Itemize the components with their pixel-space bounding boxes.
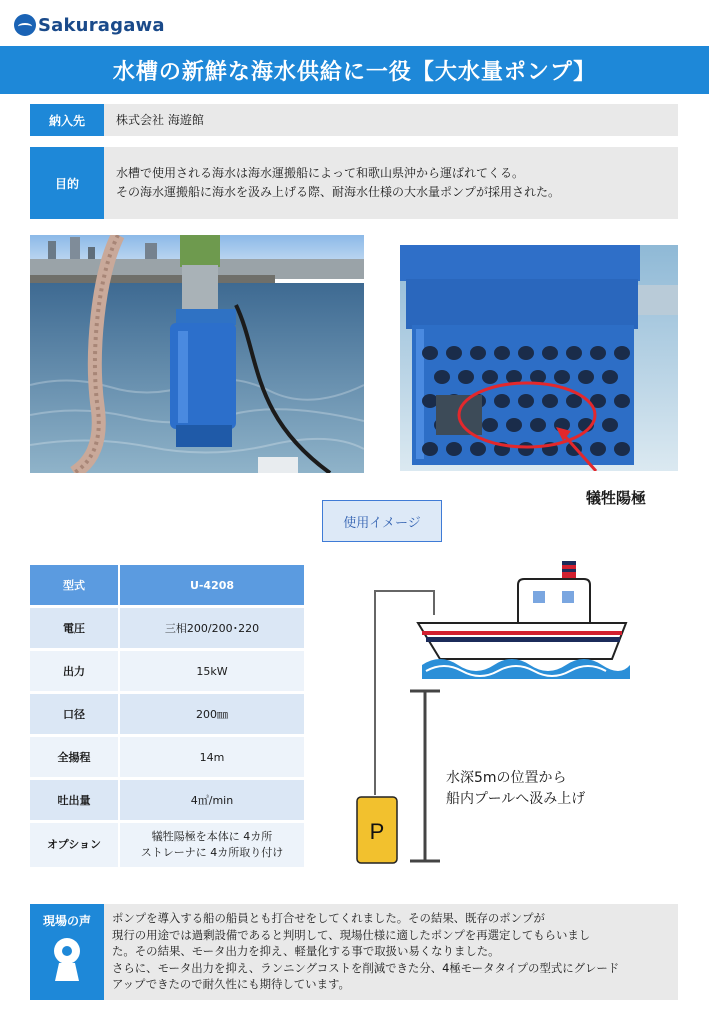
- strainer-hole: [614, 442, 630, 456]
- spec-key-bore: 口径: [30, 694, 120, 734]
- spec-header-value: U-4208: [120, 565, 306, 605]
- strainer-hole: [446, 346, 462, 360]
- spec-header-key: 型式: [30, 565, 120, 605]
- spec-key-output: 出力: [30, 651, 120, 691]
- delivery-value-text: 株式会社 海遊館: [116, 112, 204, 127]
- strainer-hole: [422, 346, 438, 360]
- strainer-hole: [578, 370, 594, 384]
- strainer-hole: [530, 418, 546, 432]
- strainer-hole: [494, 346, 510, 360]
- title-bar: [0, 46, 709, 94]
- field-voice-box: [30, 904, 678, 1000]
- usage-diagram: [340, 555, 640, 875]
- depth-line-1: 水深5mの位置から: [446, 770, 567, 786]
- field-voice-line-5: アップできたので耐久性にも期待しています。: [112, 977, 350, 992]
- spec-key-head: 全揚程: [30, 737, 120, 777]
- strainer-photo: [400, 245, 678, 471]
- strainer-hole: [518, 346, 534, 360]
- strainer-hole: [446, 442, 462, 456]
- spec-header-row: [30, 565, 306, 605]
- spec-key-voltage: 電圧: [30, 608, 120, 648]
- table-row: [30, 608, 306, 648]
- logo-mark-icon: [14, 14, 36, 36]
- table-row: [30, 780, 306, 820]
- spec-value-option: [120, 823, 306, 867]
- field-voice-text: [104, 904, 678, 1000]
- spec-key-option: オプション: [30, 823, 120, 867]
- delivery-label: 納入先: [30, 104, 104, 136]
- strainer-hole: [518, 442, 534, 456]
- spec-option-line-1: 犠牲陽極を本体に 4カ所: [151, 830, 273, 844]
- usage-image-button[interactable]: 使用イメージ: [322, 500, 442, 542]
- strainer-hole: [554, 370, 570, 384]
- strainer-hole: [494, 394, 510, 408]
- strainer-hole: [542, 346, 558, 360]
- strainer-hole: [590, 346, 606, 360]
- strainer-hole: [518, 394, 534, 408]
- ship-cabin: [518, 579, 590, 623]
- purpose-line-2: その海水運搬船に海水を汲み上げる際、耐海水仕様の大水量ポンプが採用された。: [116, 185, 561, 199]
- company-logo: [14, 10, 165, 40]
- field-voice-line-4: さらに、モータ出力を抑え、ランニングコストを削減できた分、4極モータタイプの型式にグレード: [112, 960, 620, 975]
- table-row: [30, 694, 306, 734]
- strainer-hole: [422, 394, 438, 408]
- pump-letter: P: [369, 819, 385, 844]
- strainer-hole: [422, 442, 438, 456]
- delivery-row: [30, 104, 678, 136]
- spec-key-discharge: 吐出量: [30, 780, 120, 820]
- purpose-label: 目的: [30, 147, 104, 219]
- field-voice-line-1: ポンプを導入する船の船員とも打合せをしてくれました。その結果、既存のポンプが: [112, 911, 545, 925]
- table-row: [30, 823, 306, 867]
- strainer-hole: [482, 370, 498, 384]
- field-voice-line-3: た。その結果、モータ出力を抑え、軽量化する事で取扱い易くなりました。: [112, 944, 500, 959]
- strainer-hole: [602, 418, 618, 432]
- strainer-hole: [590, 442, 606, 456]
- spec-value-head: 14m: [120, 737, 306, 777]
- strainer-hole: [482, 418, 498, 432]
- field-voice-label: 現場の声: [42, 914, 91, 928]
- strainer-hole: [566, 346, 582, 360]
- table-row: [30, 651, 306, 691]
- table-row: [30, 737, 306, 777]
- anode-annotation-label: 犠牲陽極: [586, 489, 647, 507]
- strainer-hole: [470, 346, 486, 360]
- ship-window: [533, 591, 545, 603]
- strainer-hole: [458, 370, 474, 384]
- spec-option-line-2: ストレーナに 4カ所取り付け: [140, 846, 284, 859]
- depth-description: [446, 768, 585, 810]
- purpose-value: [104, 147, 678, 219]
- page-title: 水槽の新鮮な海水供給に一役【大水量ポンプ】: [112, 59, 597, 85]
- spec-value-discharge: 4㎥/min: [120, 780, 306, 820]
- strainer-hole: [614, 346, 630, 360]
- person-icon: [47, 935, 87, 983]
- strainer-hole: [542, 394, 558, 408]
- depth-line-2: 船内プールへ汲み上げ: [446, 791, 586, 807]
- field-voice-line-2: 現行の用途では過剰設備であると判明して、現場仕様に適したポンプを再選定してもらいまし: [112, 927, 591, 942]
- strainer-hole: [470, 442, 486, 456]
- pump-photo-harbour: [30, 235, 364, 473]
- spec-table: [30, 562, 306, 870]
- strainer-hole: [506, 418, 522, 432]
- spec-value-output: 15kW: [120, 651, 306, 691]
- purpose-row: [30, 147, 678, 219]
- purpose-line-1: 水槽で使用される海水は海水運搬船によって和歌山県沖から運ばれてくる。: [116, 166, 525, 181]
- strainer-hole: [614, 394, 630, 408]
- delivery-value: [104, 104, 678, 136]
- strainer-hole: [434, 370, 450, 384]
- logo-text: Sakuragawa: [38, 14, 165, 36]
- sea-waves: [422, 659, 630, 679]
- strainer-hole: [602, 370, 618, 384]
- spec-value-voltage: 三相200/200･220: [120, 608, 306, 648]
- field-voice-label-box: [30, 904, 104, 1000]
- spec-value-bore: 200㎜: [120, 694, 306, 734]
- ship-window: [562, 591, 574, 603]
